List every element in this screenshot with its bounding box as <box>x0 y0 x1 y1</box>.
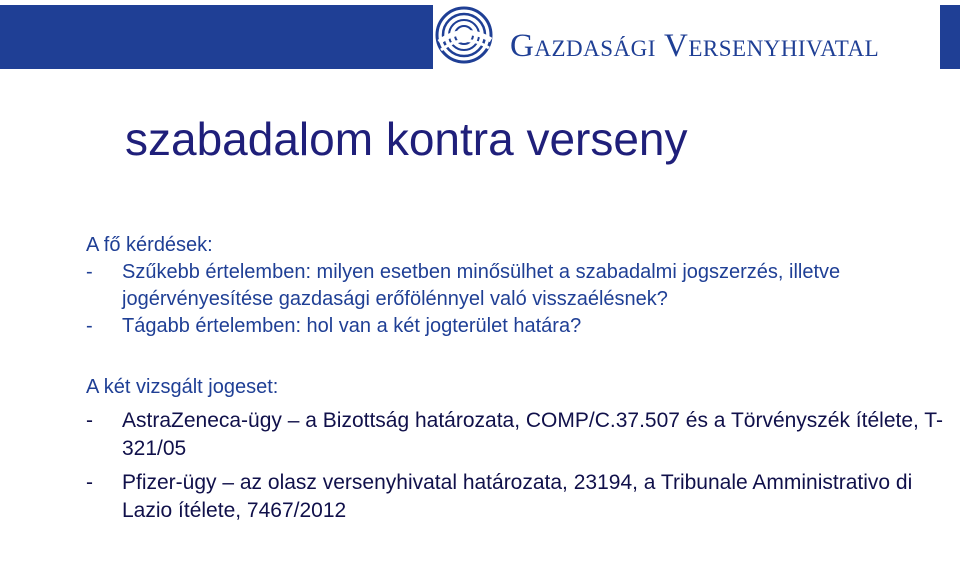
list-item-text: Tágabb értelemben: hol van a két jogterület határa? <box>122 315 582 337</box>
list-dash: - <box>86 471 93 494</box>
header-bar <box>0 5 433 69</box>
list-item-text: Pfizer-ügy – az olasz versenyhivatal határozata, 23194, a Tribunale Amministrativo di Lazio ítélete, 7467/2012 <box>122 471 913 522</box>
slide-title: szabadalom kontra verseny <box>125 113 688 165</box>
list-item-text: AstraZeneca-ügy – a Bizottság határozata, COMP/C.37.507 és a Törvényszék ítélete, T-321/05 <box>122 409 943 460</box>
main-questions-list <box>86 259 946 340</box>
section-gap <box>86 340 946 374</box>
section-heading-main-questions: A fő kérdések: <box>86 234 213 256</box>
list-item <box>86 469 946 525</box>
list-dash: - <box>86 409 93 432</box>
list-item <box>86 313 946 340</box>
section-heading-cases: A két vizsgált jogeset: <box>86 376 279 398</box>
list-item <box>86 259 946 313</box>
header-right-accent <box>940 5 960 69</box>
list-item-text: Szűkebb értelemben: milyen esetben minősülhet a szabadalmi jogszerzés, illetve jogérvényesítése gazdasági erőfölénnyel való visszaélésnek? <box>122 261 841 310</box>
gvh-emblem-icon <box>433 2 495 68</box>
slide-content <box>86 232 946 525</box>
list-dash: - <box>86 261 93 283</box>
logo-text: Gazdasági Versenyhivatal <box>510 28 880 64</box>
list-dash: - <box>86 315 93 337</box>
cases-list <box>86 407 946 525</box>
list-item <box>86 407 946 463</box>
